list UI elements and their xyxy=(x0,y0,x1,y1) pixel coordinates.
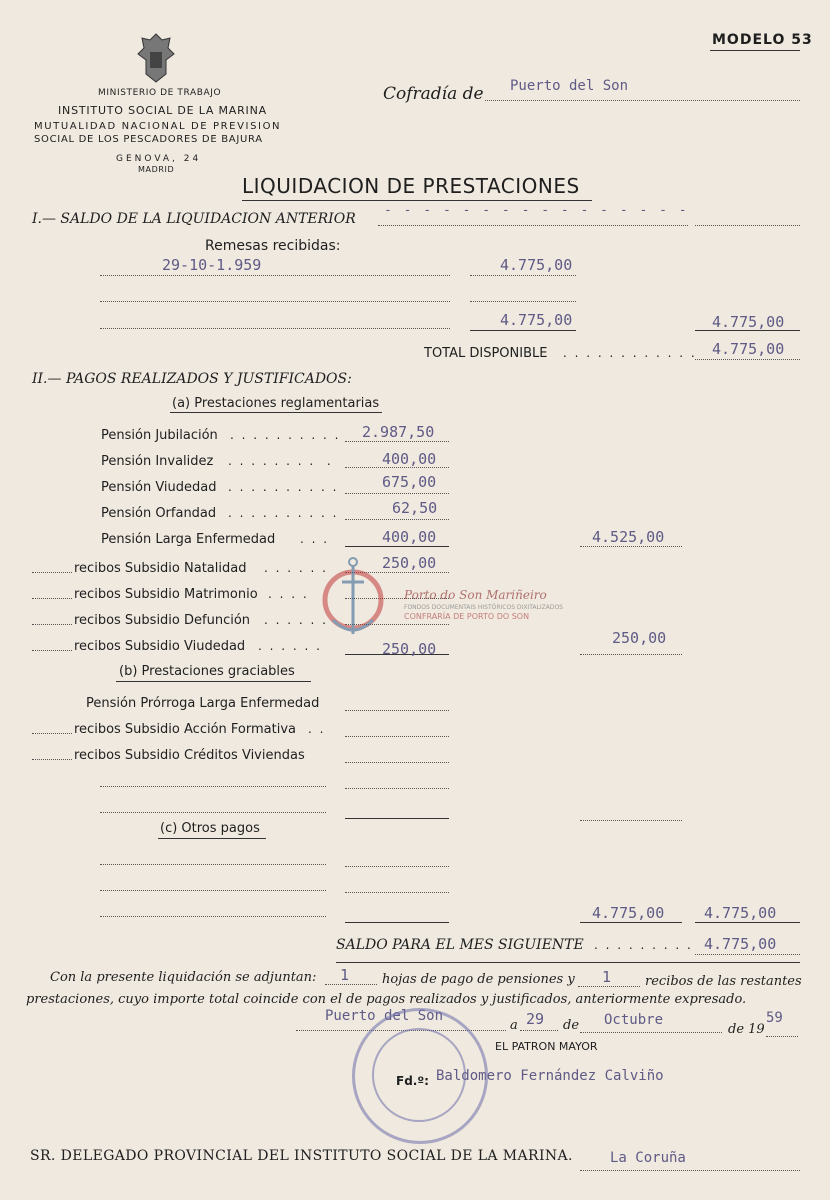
remesa-subtotal-right: 4.775,00 xyxy=(712,313,785,331)
watermark-title: Porto do Son Mariñeiro xyxy=(404,588,547,602)
recibos-count: 1 xyxy=(602,968,612,986)
anchor-watermark-icon xyxy=(318,548,388,648)
delegado-place: La Coruña xyxy=(610,1150,686,1166)
mutualidad-text: MUTUALIDAD NACIONAL DE PREVISION xyxy=(34,121,282,132)
saldo-value: 4.775,00 xyxy=(704,935,777,953)
section2-heading: II.— PAGOS REALIZADOS Y JUSTIFICADOS: xyxy=(32,371,352,387)
sum-right: 4.775,00 xyxy=(704,904,777,922)
watermark-line-3: CONFRARÍA DE PORTO DO SON xyxy=(404,612,530,621)
footer-text-1: Con la presente liquidación se adjuntan: xyxy=(50,970,317,985)
dots-leader: . . . . . . . . . xyxy=(228,454,333,468)
b-item-label: recibos Subsidio Acción Formativa xyxy=(74,722,296,737)
remesa-amount: 4.775,00 xyxy=(500,256,573,274)
saldo-label: SALDO PARA EL MES SIGUIENTE xyxy=(336,937,584,953)
item-value: 2.987,50 xyxy=(362,423,435,441)
b-item-label: Pensión Prórroga Larga Enfermedad xyxy=(86,696,320,711)
date-de-1: de xyxy=(563,1018,580,1033)
footer-text-4: prestaciones, cuyo importe total coincide con el de pagos realizados y justificados, anteriormente expresado. xyxy=(26,992,747,1007)
footer-text-2: hojas de pago de pensiones y xyxy=(382,972,575,987)
ministerio-text: MINISTERIO DE TRABAJO xyxy=(98,88,222,98)
social-text: SOCIAL DE LOS PESCADORES DE BAJURA xyxy=(34,134,263,145)
b-item-label: recibos Subsidio Créditos Viviendas xyxy=(74,748,305,763)
section2-a-heading: (a) Prestaciones reglamentarias xyxy=(172,396,380,411)
date-a: a xyxy=(510,1018,518,1033)
direccion-text: GENOVA, 24 xyxy=(116,154,202,164)
watermark-line-2: FONDOS DOCUMENTAIS HISTÓRICOS DIXITALIZADOS xyxy=(404,604,563,611)
footer-text-3: recibos de las restantes xyxy=(645,974,802,989)
item-value: 400,00 xyxy=(382,450,437,468)
dots-leader: . . . . . . . . . . . . xyxy=(563,346,697,360)
date-de-2: de 19 xyxy=(728,1022,765,1037)
cofradia-label: Cofradía de xyxy=(383,84,484,104)
month-value: Octubre xyxy=(604,1012,664,1028)
item-label: recibos Subsidio Natalidad xyxy=(74,561,247,576)
item-value: 250,00 xyxy=(382,640,437,658)
cofradia-value: Puerto del Son xyxy=(510,78,629,94)
dots-leader: . . . xyxy=(300,532,330,546)
remesa-subtotal: 4.775,00 xyxy=(500,311,573,329)
section1-dashes: - - - - - - - - - - - - - - - - xyxy=(384,203,689,218)
remesa-date: 29-10-1.959 xyxy=(162,256,262,274)
stamp-inner-ring xyxy=(372,1028,466,1122)
item-label: Pensión Jubilación xyxy=(101,428,218,443)
remesas-label: Remesas recibidas: xyxy=(205,238,341,254)
item-label: recibos Subsidio Matrimonio xyxy=(74,587,258,602)
section1-heading: I.— SALDO DE LA LIQUIDACION ANTERIOR xyxy=(32,211,356,227)
dots-leader: . . . . . . xyxy=(258,639,322,653)
place-value: Puerto del Son xyxy=(325,1008,444,1024)
section2-b-heading: (b) Prestaciones graciables xyxy=(119,664,295,679)
item-value: 675,00 xyxy=(382,473,437,491)
dots-leader: . . . . . . . . . . xyxy=(228,480,339,494)
dots-leader: . . . . . . . . . xyxy=(594,938,693,952)
item-label: recibos Subsidio Viudedad xyxy=(74,639,246,654)
document-title: LIQUIDACION DE PRESTACIONES xyxy=(242,174,580,198)
item-label: Pensión Viudedad xyxy=(101,480,217,495)
item-label: recibos Subsidio Defunción xyxy=(74,613,251,628)
item-value: 250,00 xyxy=(382,554,437,572)
instituto-text: INSTITUTO SOCIAL DE LA MARINA xyxy=(58,104,267,117)
dots-leader: . . . . . . . . . . xyxy=(228,506,339,520)
dots-leader: . . . . . . . . . . xyxy=(230,428,341,442)
item-value: 400,00 xyxy=(382,528,437,546)
item-value: 62,50 xyxy=(392,499,438,517)
dots-leader: . . . . xyxy=(268,587,309,601)
ciudad-text: MADRID xyxy=(138,165,175,174)
item-total: 4.525,00 xyxy=(592,528,665,546)
sum-mid: 4.775,00 xyxy=(592,904,665,922)
total-disponible-label: TOTAL DISPONIBLE xyxy=(424,346,548,361)
item-label: Pensión Larga Enfermedad xyxy=(101,532,276,547)
dots-leader: . . xyxy=(308,722,326,736)
item-label: Pensión Invalidez xyxy=(101,454,214,469)
patron-mayor-label: EL PATRON MAYOR xyxy=(495,1040,598,1053)
dots-leader: . . . . . . xyxy=(264,561,328,575)
modelo-label: MODELO 53 xyxy=(712,32,813,48)
item-total: 250,00 xyxy=(612,629,667,647)
total-disponible-value: 4.775,00 xyxy=(712,340,785,358)
section2-c-heading: (c) Otros pagos xyxy=(160,821,260,836)
day-value: 29 xyxy=(526,1010,545,1028)
fdo-label: Fd.º: xyxy=(396,1074,429,1088)
signer-name: Baldomero Fernández Calviño xyxy=(436,1068,664,1084)
delegado-label: SR. DELEGADO PROVINCIAL DEL INSTITUTO SOCIAL DE LA MARINA. xyxy=(30,1148,573,1164)
hojas-count: 1 xyxy=(340,966,350,984)
year-value: 59 xyxy=(766,1010,783,1026)
item-label: Pensión Orfandad xyxy=(101,506,217,521)
dots-leader: . . . . . . xyxy=(264,613,328,627)
coat-of-arms-icon xyxy=(136,30,176,85)
